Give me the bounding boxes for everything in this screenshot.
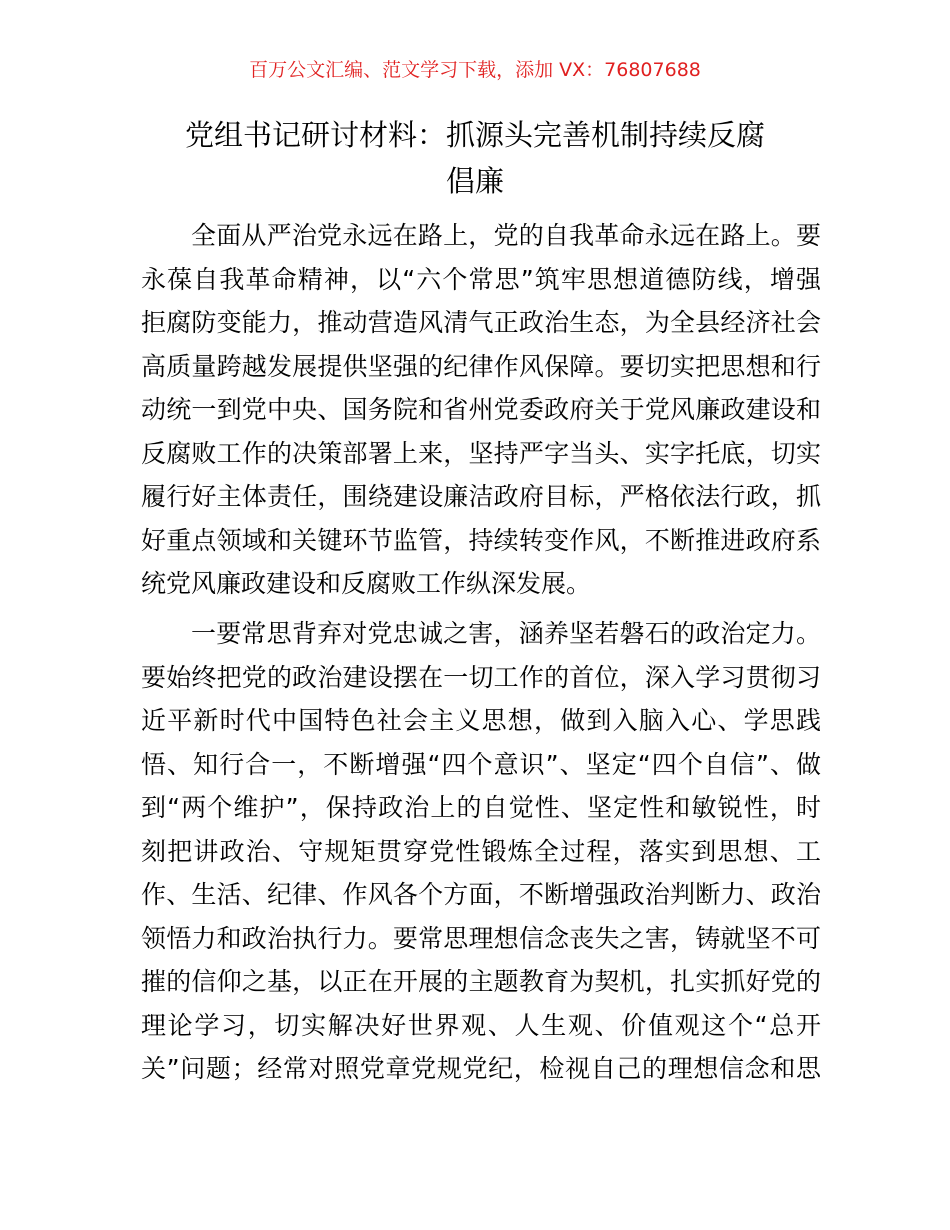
paragraph-line: 刻把讲政治、守规矩贯穿党性锻炼全过程，落实到思想、工 [141,836,821,866]
paragraph-line: 摧的信仰之基，以正在开展的主题教育为契机，扎实抓好党的 [141,967,821,996]
paragraph-2 [141,612,821,1091]
paragraph-line: 到“两个维护”，保持政治上的自觉性、坚定性和敏锐性，时 [141,793,821,822]
paragraph-line: 统党风廉政建设和反腐败工作纵深发展。 [141,569,592,598]
paragraph-line: 要始终把党的政治建设摆在一切工作的首位，深入学习贯彻习 [141,662,821,692]
paragraph-line: 作、生活、纪律、作风各个方面，不断增强政治判断力、政治 [141,880,821,909]
title-line: 倡廉 [445,164,504,198]
paragraph-line: 履行好主体责任，围绕建设廉洁政府目标，严格依法行政，抓 [141,482,821,511]
paragraph-line: 近平新时代中国特色社会主义思想，做到入脑入心、学思践 [141,706,821,735]
paragraph-line: 高质量跨越发展提供坚强的纪律作风保障。要切实把思想和行 [141,351,821,381]
paragraph-line: 全面从严治党永远在路上，党的自我革命永远在路上。要 [191,221,821,250]
title-line: 党组书记研讨材料：抓源头完善机制持续反腐 [184,118,765,152]
paragraph-line: 领悟力和政治执行力。要常思理想信念丧失之害，铸就坚不可 [141,923,821,953]
paragraph-1 [141,214,821,606]
paragraph-line: 悟、知行合一，不断增强“四个意识”、坚定“四个自信”、做 [141,749,821,779]
paragraph-line: 好重点领域和关键环节监管，持续转变作风，不断推进政府系 [141,525,821,555]
paragraph-line: 理论学习，切实解决好世界观、人生观、价值观这个“总开 [141,1010,821,1040]
header-banner: 百万公文汇编、范文学习下载，添加 VX：76807688 [249,59,701,81]
paragraph-line: 反腐败工作的决策部署上来，坚持严字当头、实字托底，切实 [141,438,821,468]
paragraph-line: 动统一到党中央、国务院和省州党委政府关于党风廉政建设和 [141,395,821,424]
paragraph-line: 关”问题；经常对照党章党规党纪，检视自己的理想信念和思 [141,1054,821,1083]
document-title [120,112,830,204]
paragraph-line: 拒腐防变能力，推动营造风清气正政治生态，为全县经济社会 [141,308,821,337]
paragraph-line: 一要常思背弃对党忠诚之害，涵养坚若磐石的政治定力。 [191,619,821,648]
paragraph-line: 永葆自我革命精神，以“六个常思”筑牢思想道德防线，增强 [141,264,821,294]
